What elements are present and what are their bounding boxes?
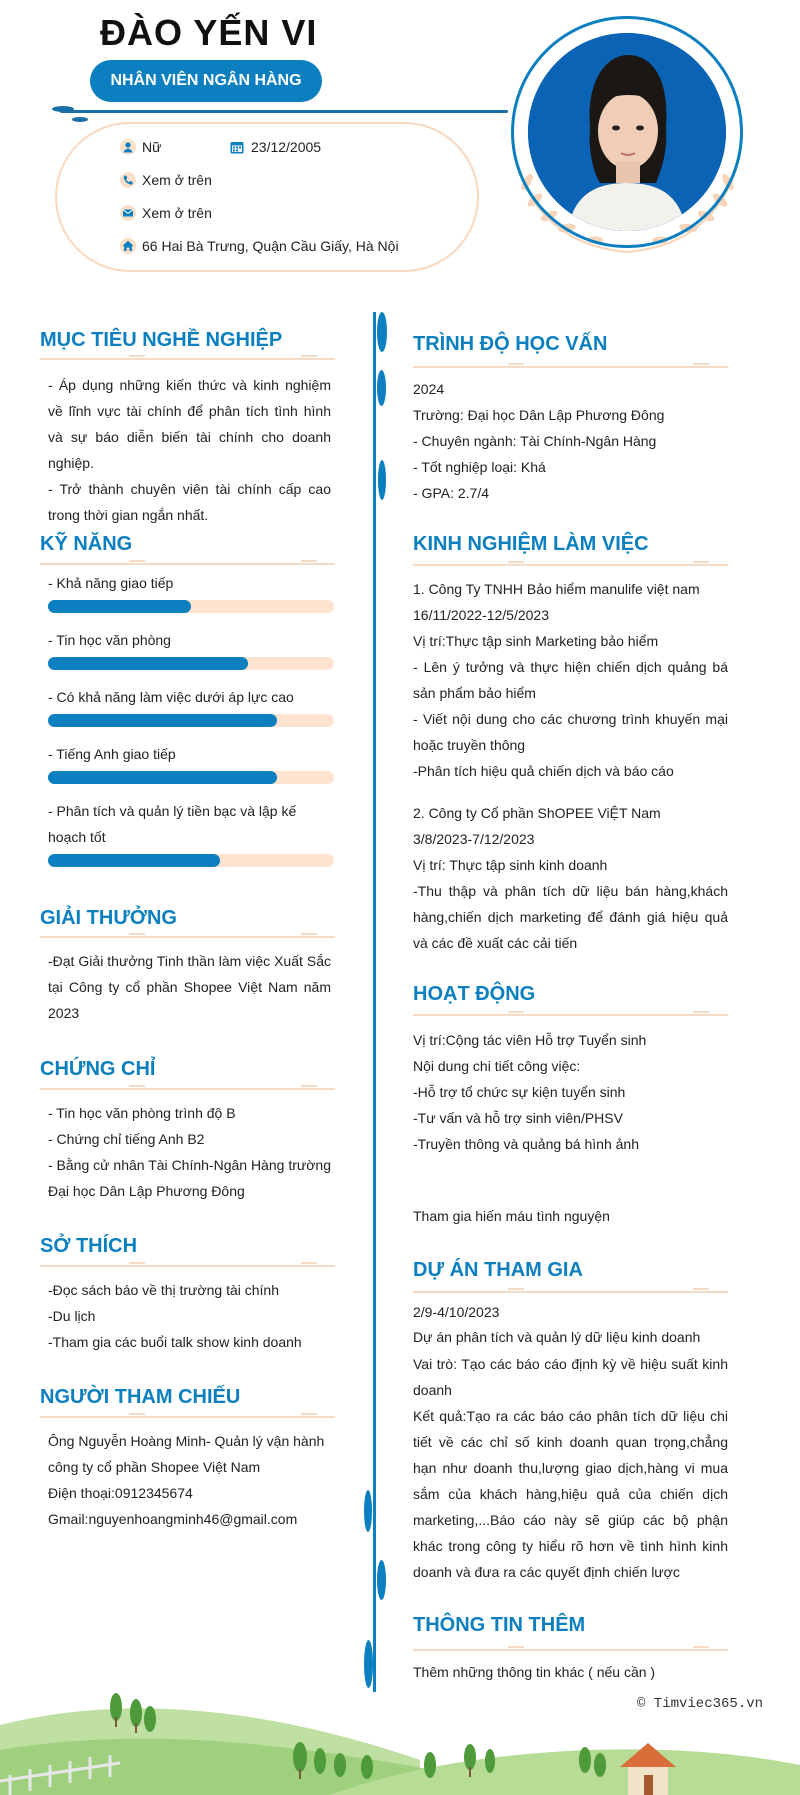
email-value: Xem ở trên (142, 205, 212, 221)
activities-text: Vị trí:Cộng tác viên Hỗ trợ Tuyển sinh Nội dung chi tiết công việc: -Hỗ trợ tổ chức sự kiện tuyển sinh -Tư vấn và hỗ trợ sinh viên/PHSV -Truyền thông và quảng bá hình ảnh (413, 1032, 647, 1152)
section-underline (40, 1265, 335, 1267)
skill-bar-fill (48, 854, 220, 867)
experience-heading: KINH NGHIỆM LÀM VIỆC (413, 533, 649, 555)
person-icon (120, 139, 136, 155)
job-title-badge: NHÂN VIÊN NGÂN HÀNG (90, 60, 322, 102)
skill-bar (48, 600, 334, 613)
awards-text: -Đạt Giải thưởng Tinh thần làm việc Xuất Sắc tại Công ty cổ phần Shopee Việt Nam năm 2023 (48, 953, 331, 1021)
copyright-credit: © Timviec365.vn (637, 1696, 764, 1712)
experience-job-2: 2. Công ty Cổ phần ShOPEE ViỆT Nam 3/8/2023-7/12/2023 Vị trí: Thực tập sinh kinh doanh -Thu thập và phân tích dữ liệu bán hàng,khách hàng,chiến dịch marketing để đánh giá hiệu quả và các đề xuất các cải tiến (413, 805, 728, 951)
skills-heading: KỸ NĂNG (40, 533, 133, 555)
phone-value: Xem ở trên (142, 172, 212, 188)
gender-row (120, 139, 161, 155)
education-text: 2024 Trường: Đại học Dân Lập Phương Đông - Chuyên ngành: Tài Chính-Ngân Hàng - Tốt nghiệp loại: Khá - GPA: 2.7/4 (413, 381, 665, 501)
section-underline (413, 564, 728, 566)
skill-bar (48, 771, 334, 784)
skill-bar-fill (48, 714, 277, 727)
section-underline (413, 1291, 728, 1293)
mail-icon (120, 205, 136, 221)
projects-heading: DỰ ÁN THAM GIA (413, 1259, 583, 1281)
birthdate-value: 23/12/2005 (251, 139, 322, 155)
project-text: Vai trò: Tạo các báo cáo định kỳ về hiệu suất kinh doanh Kết quả:Tạo ra các báo cáo phân tích dữ liệu chi tiết về các chỉ số kinh doanh quan trọng,chẳng hạn như doanh thu,lượng giao dịch,hàng vi mua sắm của khách hàng,hiệu quả của chiến dịch marketing,...Báo cáo này sẽ giúp các bộ phận khác trong công ty hiểu rõ hơn về tình hình kinh doanh và đưa ra các quyết định chiến lược (413, 1356, 728, 1580)
activities-extra: Tham gia hiến máu tình nguyện (413, 1208, 610, 1224)
section-underline (40, 1088, 335, 1090)
section-underline (40, 358, 335, 360)
more-info-heading: THÔNG TIN THÊM (413, 1614, 586, 1636)
project-date: 2/9-4/10/2023 (413, 1304, 500, 1320)
more-info-text: Thêm những thông tin khác ( nếu cần ) (413, 1664, 656, 1680)
section-underline (40, 1416, 335, 1418)
skill-label: - Khả năng giao tiếp (48, 575, 174, 591)
home-icon (120, 238, 136, 254)
divider-ornament (377, 370, 386, 406)
phone-icon (120, 172, 136, 188)
address-value: 66 Hai Bà Trưng, Quận Cầu Giấy, Hà Nội (142, 238, 399, 254)
section-underline (40, 936, 335, 938)
birthdate-row (229, 139, 321, 155)
gender-value: Nữ (142, 139, 162, 155)
skill-bar (48, 854, 334, 867)
calendar-icon (229, 139, 245, 155)
profile-photo (528, 33, 726, 231)
references-text: Ông Nguyễn Hoàng Minh- Quản lý vận hành công ty cổ phần Shopee Việt Nam Điện thoại:0912345674 Gmail:nguyenhoangminh46@gmail.com (48, 1433, 325, 1527)
skill-label: - Tiếng Anh giao tiếp (48, 746, 176, 762)
section-underline (40, 563, 335, 565)
phone-row (120, 172, 212, 188)
project-name: Dự án phân tích và quản lý dữ liệu kinh doanh (413, 1329, 701, 1345)
skill-label: - Tin học văn phòng (48, 632, 171, 648)
awards-heading: GIẢI THƯỞNG (40, 907, 177, 929)
skill-bar (48, 657, 334, 670)
footer-landscape (0, 1665, 800, 1795)
section-underline (413, 366, 728, 368)
skill-bar-fill (48, 600, 191, 613)
divider-ornament (377, 1560, 386, 1600)
skill-label: - Phân tích và quản lý tiền bạc và lập kế hoạch tốt (48, 803, 297, 845)
objective-heading: MỤC TIÊU NGHỀ NGHIỆP (40, 329, 283, 351)
skill-label: - Có khả năng làm việc dưới áp lực cao (48, 689, 294, 705)
email-row (120, 205, 212, 221)
skill-bar (48, 714, 334, 727)
objective-text: - Áp dụng những kiến thức và kinh nghiệm về lĩnh vực tài chính để phân tích tình hình và sự báo diễn biến tài chính cho doanh nghiệp. - Trở thành chuyên viên tài chính cấp cao trong thời gian ngắn nhất. (48, 377, 331, 523)
divider-ornament (364, 1490, 372, 1532)
certificates-heading: CHỨNG CHỈ (40, 1058, 156, 1080)
rule-accent (52, 106, 74, 112)
section-underline (413, 1014, 728, 1016)
candidate-name: ĐÀO YẾN VI (100, 12, 318, 53)
certificates-text: - Tin học văn phòng trình độ B - Chứng chỉ tiếng Anh B2 - Bằng cử nhân Tài Chính-Ngân Hàng trường Đại học Dân Lập Phương Đông (48, 1105, 331, 1199)
divider-ornament (378, 460, 386, 500)
hobbies-heading: SỞ THÍCH (40, 1235, 138, 1257)
skill-bar-fill (48, 771, 277, 784)
rule-accent (72, 117, 88, 122)
column-divider (373, 312, 376, 1692)
experience-job-1: 1. Công Ty TNHH Bảo hiểm manulife việt nam 16/11/2022-12/5/2023 Vị trí:Thực tập sinh Marketing bảo hiểm - Lên ý tưởng và thực hiện chiến dịch quảng bá sản phẩm bảo hiểm - Viết nội dung cho các chương trình khuyến mại hoặc truyền thông -Phân tích hiệu quả chiến dịch và báo cáo (413, 581, 728, 779)
divider-ornament (377, 312, 387, 352)
header-rule (60, 110, 508, 113)
address-row (120, 238, 399, 254)
references-heading: NGƯỜI THAM CHIẾU (40, 1386, 241, 1408)
hobbies-text: -Đọc sách báo về thị trường tài chính -Du lịch -Tham gia các buổi talk show kinh doanh (48, 1282, 302, 1350)
section-underline (413, 1649, 728, 1651)
activities-heading: HOẠT ĐỘNG (413, 983, 536, 1005)
skill-bar-fill (48, 657, 248, 670)
education-heading: TRÌNH ĐỘ HỌC VẤN (413, 333, 608, 355)
